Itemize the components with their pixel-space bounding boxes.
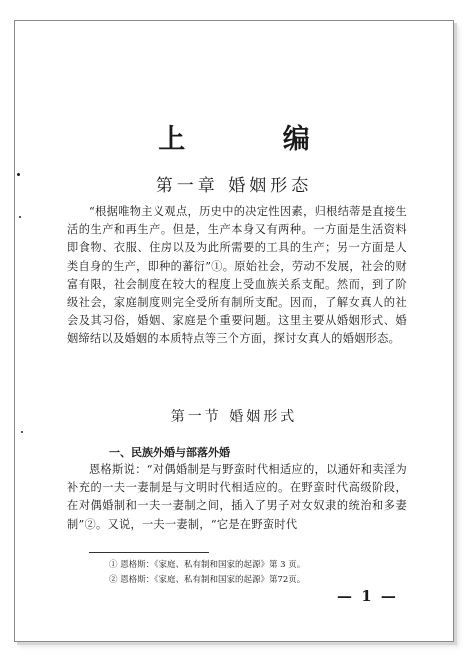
footnote-divider [89,552,209,553]
body-paragraph: 恩格斯说：“对偶婚制是与野蛮时代相适应的，以通奸和卖淫为补充的一夫一妻制是与文明时代相适应的。在野蛮时代高级阶段，在对偶婚制和一夫一妻制之间，插入了男子对女奴隶的统治和多妻制”②。又说，一夫一妻制，“它是在野蛮时代 [67,463,407,531]
subsection-title: 一、民族外婚与部落外婚 [109,446,230,459]
part-title: 上 编 [158,124,354,155]
intro-paragraph: “根据唯物主义观点，历史中的决定性因素，归根结蒂是直接生活的生产和再生产。但是，生产本身又有两种。一方面是生活资料即食物、衣服、住房以及为此所需要的工具的生产；另一方面是人类自身的生产，即种的蕃衍”①。原始社会，劳动不发展，社会的财富有限，社会制度在较大的程度上受血族关系支配。然而，到了阶级社会，家庭制度则完全受所有制所支配。因而，了解女真人的社会及其习俗，婚姻、家庭是个重要问题。这里主要从婚姻形式、婚姻缔结以及婚姻的本质特点等三个方面，探讨女真人的婚姻形态。 [67,205,407,346]
document-page [14,20,454,642]
chapter-title: 第一章 婚姻形态 [155,176,313,196]
footnote-2: ② 恩格斯：《家庭、私有制和国家的起源》第72页。 [109,575,306,585]
scan-speck [19,216,21,218]
scan-speck [21,431,23,433]
section-title: 第一节 婚姻形式 [170,409,298,425]
footnote-1: ① 恩格斯：《家庭、私有制和国家的起源》第 3 页。 [109,560,306,570]
page-number: — 1 — [337,587,398,605]
